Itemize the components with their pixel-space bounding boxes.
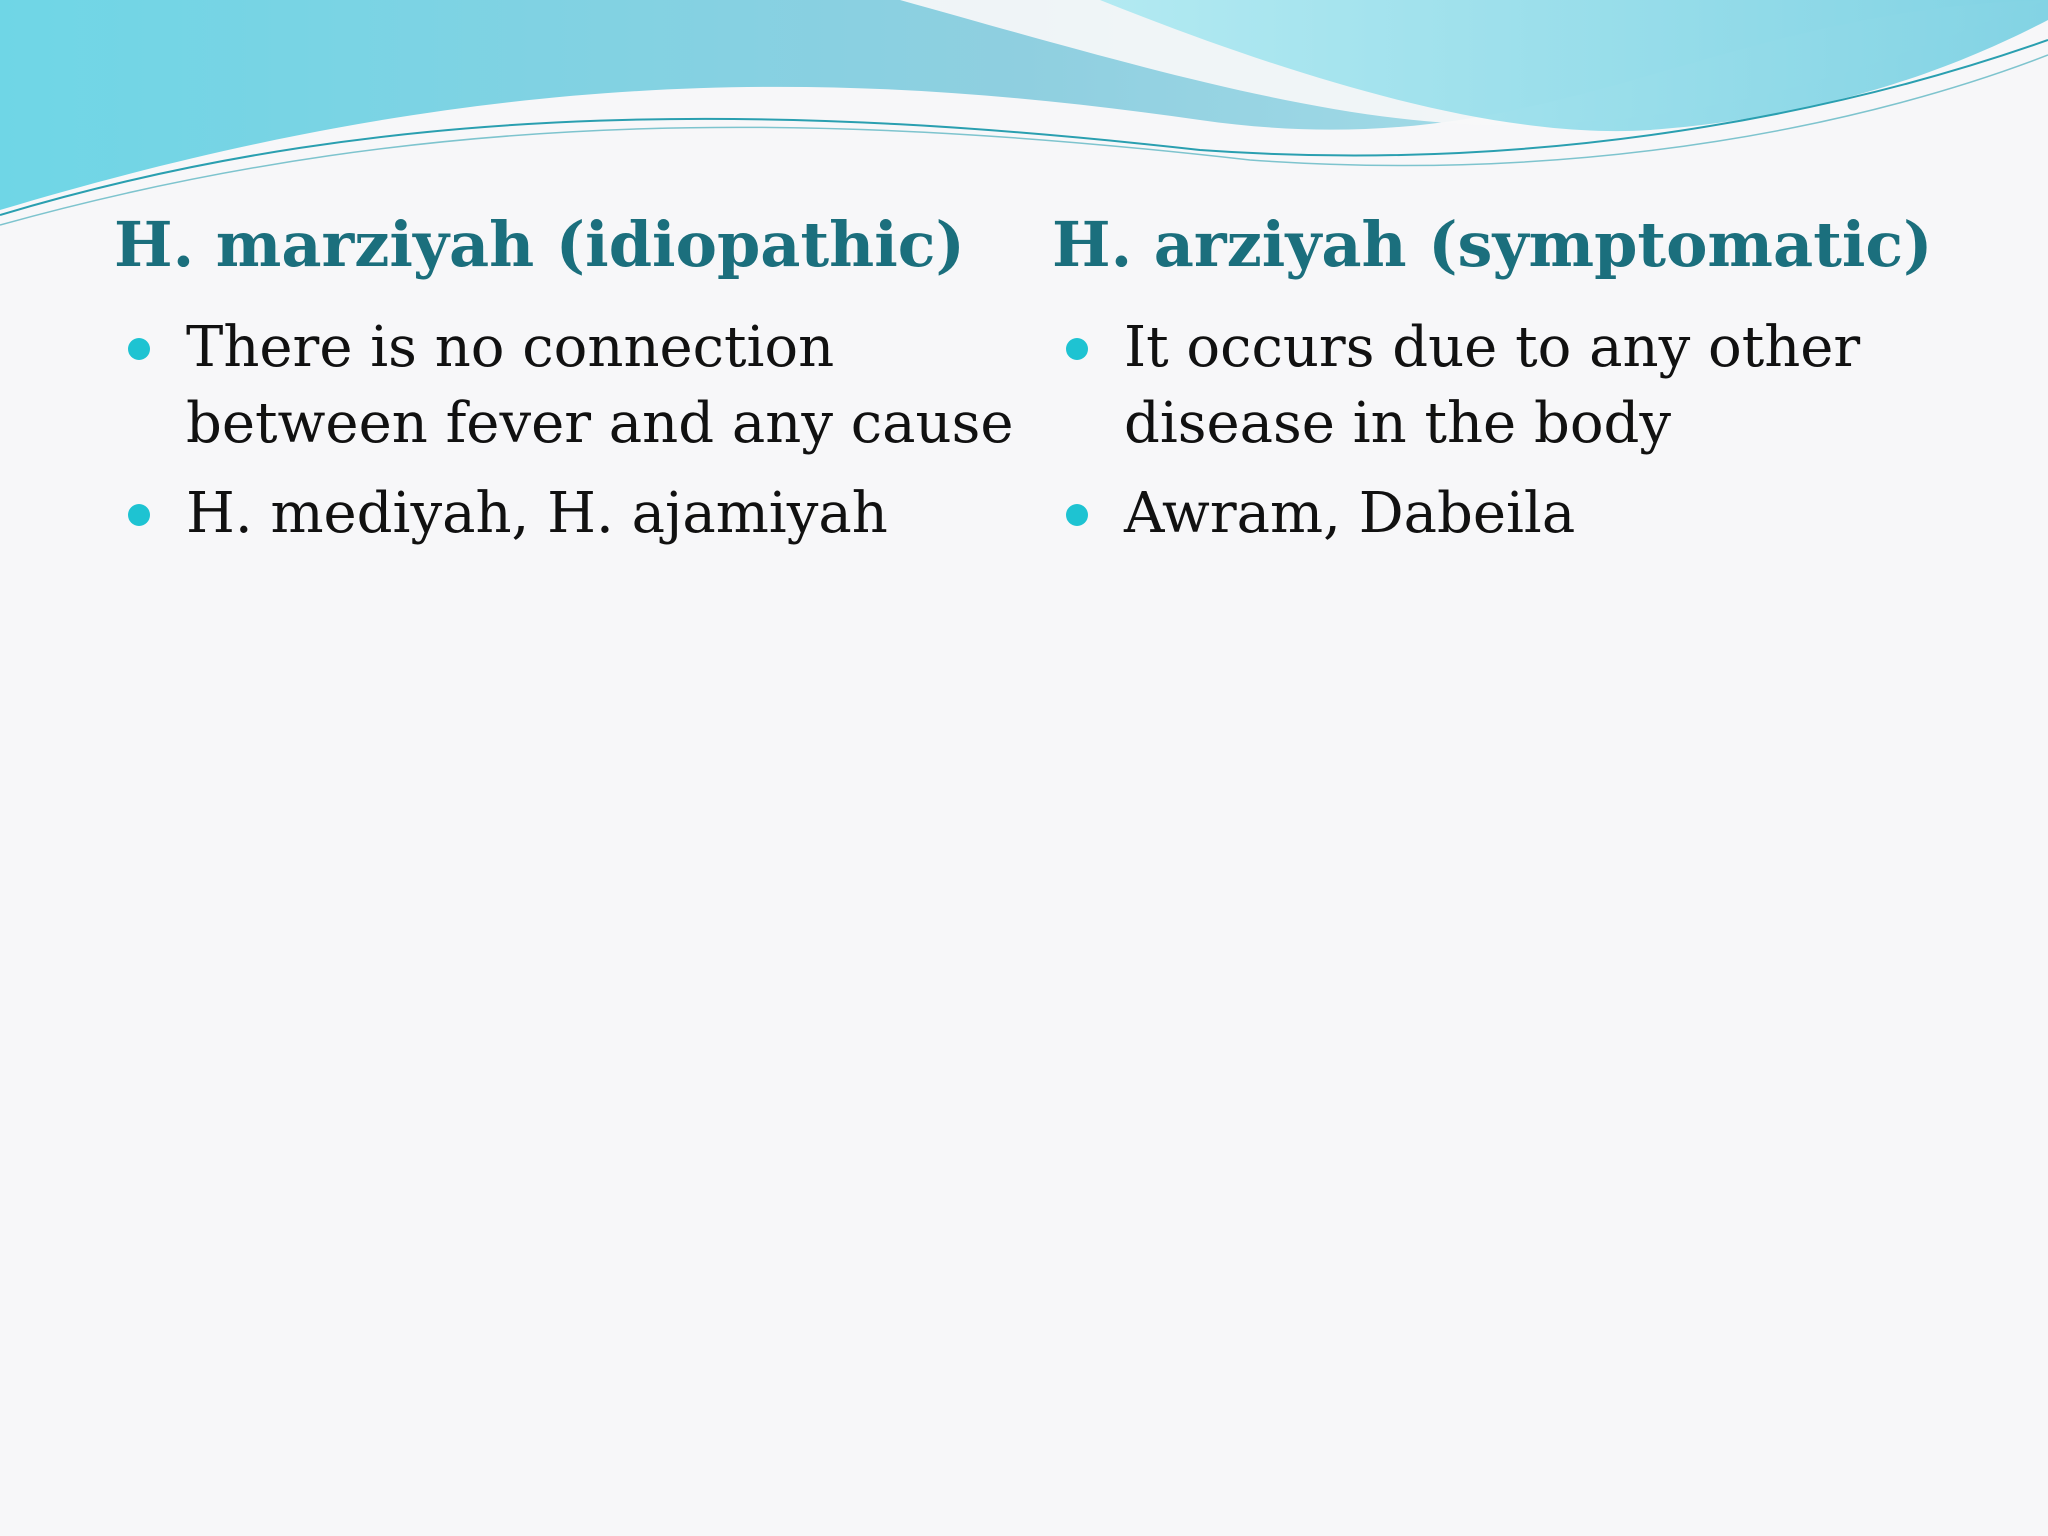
left-column-heading: H. marziyah (idiopathic): [114, 208, 965, 281]
bullet-line: There is no connection: [186, 315, 835, 380]
bullet-line: H. mediyah, H. ajamiyah: [186, 481, 888, 546]
right-bullet-list: [1052, 310, 2012, 552]
bullet-line: It occurs due to any other: [1124, 315, 1861, 380]
bullet-line: between fever and any cause: [186, 391, 1014, 456]
bullet-icon: [1066, 504, 1088, 526]
bullet-line: Awram, Dabeila: [1124, 481, 1576, 546]
left-bullet-list: [114, 310, 1014, 552]
list-item: [114, 476, 994, 552]
bullet-icon: [128, 338, 150, 360]
bullet-line: disease in the body: [1124, 391, 1672, 456]
list-item: [1052, 310, 2012, 462]
bullet-icon: [1066, 338, 1088, 360]
list-item: [1052, 476, 2012, 552]
bullet-icon: [128, 504, 150, 526]
right-column: [1052, 200, 2012, 566]
list-item: [114, 310, 1014, 462]
right-column-heading: H. arziyah (symptomatic): [1052, 208, 1933, 281]
left-column: [114, 200, 1014, 566]
